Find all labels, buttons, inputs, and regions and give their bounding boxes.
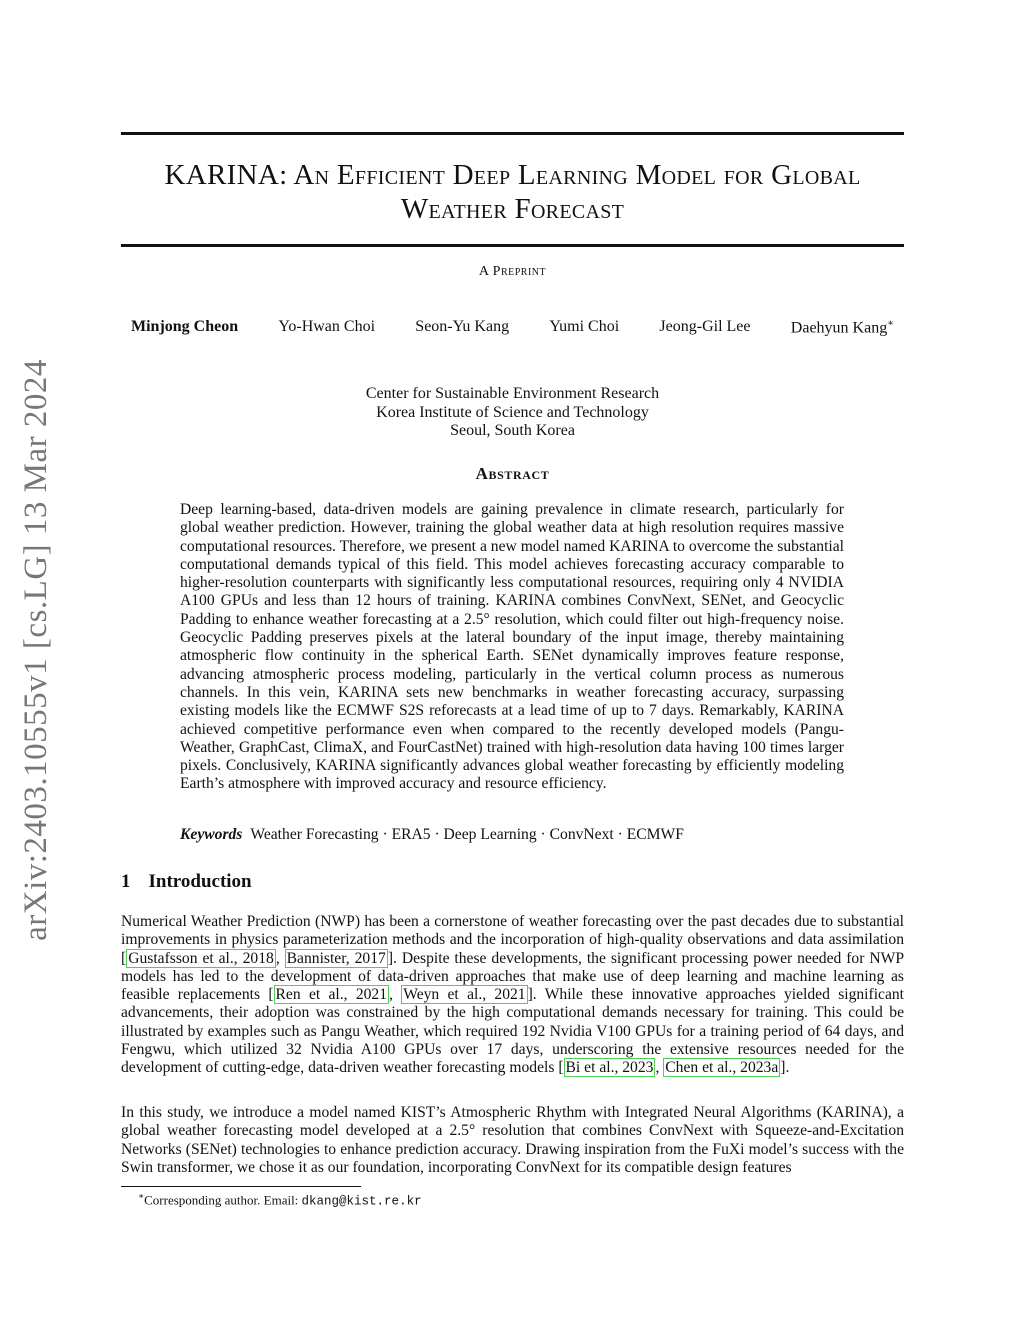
intro-paragraph-1: [121, 913, 904, 1078]
paragraph-text: ,: [275, 949, 285, 967]
footnote-mark: ∗: [138, 1191, 145, 1201]
affiliation: [121, 385, 904, 441]
author-name: Jeong-Gil Lee: [659, 318, 751, 335]
paragraph-text: ].: [780, 1059, 790, 1077]
paragraph-text: ,: [655, 1059, 664, 1077]
corresponding-mark: ∗: [887, 318, 894, 329]
intro-paragraph-2: In this study, we introduce a model named KIST’s Atmospheric Rhythm with Integrated Neural Algorithms (KARINA), a global weather forecasting model developed at a 2.5° resolution that combines ConvNext with Squeeze-and-Excitation Networks (SENet) technologies to enhance prediction accuracy. Drawing inspiration from the FuXi model’s success with the Swin transformer, we chose it as our foundation, incorporating ConvNext for its compatible design features: [121, 1104, 904, 1176]
section-heading: [121, 871, 252, 893]
paragraph-text: Numerical Weather Prediction (NWP) has been a cornerstone of weather forecasting over the past decades due to substantial improvements in physics parameterization methods and the incorporation of high-quality observations and data assimilation [: [121, 913, 904, 967]
author-name: Yumi Choi: [549, 318, 620, 335]
citation-link[interactable]: Gustafsson et al., 2018: [128, 949, 274, 967]
abstract-text: Deep learning-based, data-driven models are gaining prevalence in climate research, particularly for global weather prediction. However, training the global weather data at high resolution requires massive computational resources. Therefore, we present a new model named KARINA to overcome the substantial computational demands typical of this field. This model achieves forecasting accuracy comparable to higher-resolution counterparts with significantly less computational resources, requiring only 4 NVIDIA A100 GPUs and less than 12 hours of training. KARINA combines ConvNext, SENet, and Geocyclic Padding to enhance weather forecasting at a 2.5° resolution, which could filter out high-frequency noise. Geocyclic Padding preserves pixels at the lateral boundary of the input image, thereby maintaining atmospheric flow continuity in the spherical Earth. SENet dynamically improves feature response, advancing atmospheric process modeling, particularly in the vertical column process as numerous channels. In this vein, KARINA sets new benchmarks in weather forecasting accuracy, surpassing existing models like the ECMWF S2S reforecasts at a lead time of up to 7 days. Remarkably, KARINA achieved competitive performance even when compared to the recently developed models (Pangu-Weather, GraphCast, ClimaX, and FourCastNet) trained with high-resolution data having 100 times larger pixels. Conclusively, KARINA significantly advances global weather forecasting by efficiently modeling Earth’s atmosphere with improved accuracy and resource efficiency.: [180, 501, 844, 793]
footnote-text: Corresponding author. Email:: [144, 1192, 302, 1208]
paragraph-text: ]. Despite these developments, the significant processing power needed for NWP models has led to the development of data-driven approaches that make use of deep learning and machine learning as feasible replacements [: [121, 949, 904, 1004]
keywords: [180, 826, 844, 844]
footnote-rule: [121, 1186, 361, 1187]
author-name: Minjong Cheon: [131, 318, 239, 335]
title-bottom-rule: [121, 244, 904, 247]
section-title: Introduction: [148, 871, 252, 892]
footnote-email[interactable]: dkang@kist.re.kr: [301, 1194, 422, 1209]
author-name: Yo-Hwan Choi: [278, 318, 376, 335]
title-line-1: KARINA: An Efficient Deep Learning Model for Global: [164, 159, 861, 191]
title-line-2: Weather Forecast: [400, 193, 625, 225]
citation-link[interactable]: Ren et al., 2021: [275, 986, 388, 1004]
affiliation-line: Center for Sustainable Environment Research: [365, 385, 660, 402]
author-name: Seon-Yu Kang: [415, 318, 510, 335]
citation-link[interactable]: Chen et al., 2023a: [665, 1059, 779, 1077]
arxiv-identifier: arXiv:2403.10555v1 [cs.LG] 13 Mar 2024: [18, 359, 54, 941]
author-list: [121, 318, 904, 337]
author-corresponding: [791, 318, 894, 337]
preprint-label: A Preprint: [478, 264, 547, 279]
author-name: Daehyun Kang: [790, 319, 888, 337]
citation-link[interactable]: Bannister, 2017: [286, 949, 386, 967]
citation-link[interactable]: Bi et al., 2023: [565, 1059, 654, 1077]
abstract-heading: Abstract: [475, 464, 550, 483]
affiliation-line: Korea Institute of Science and Technology: [376, 403, 649, 421]
paper-title: [121, 158, 904, 226]
footnote: [138, 1191, 422, 1208]
citation-link[interactable]: Weyn et al., 2021: [403, 986, 526, 1004]
title-top-rule: [121, 132, 904, 135]
affiliation-line: Seoul, South Korea: [450, 422, 575, 439]
section-number: 1: [121, 871, 131, 892]
paragraph-text: ]. While these innovative approaches yielded significant advancements, their adoption was constrained by the high computational demands necessary for training. This could be illustrated by examples such as Pangu Weather, which required 192 Nvidia V100 GPUs for a training period of 64 days, and Fengwu, which utilized 32 Nvidia A100 GPUs over 17 days, underscoring the extensive resources needed for the development of cutting-edge, data-driven weather forecasting models [: [121, 986, 905, 1077]
paragraph-text: ,: [389, 986, 402, 1004]
keywords-list: Weather Forecasting · ERA5 · Deep Learning · ConvNext · ECMWF: [250, 826, 684, 843]
keywords-label: Keywords: [180, 826, 243, 843]
